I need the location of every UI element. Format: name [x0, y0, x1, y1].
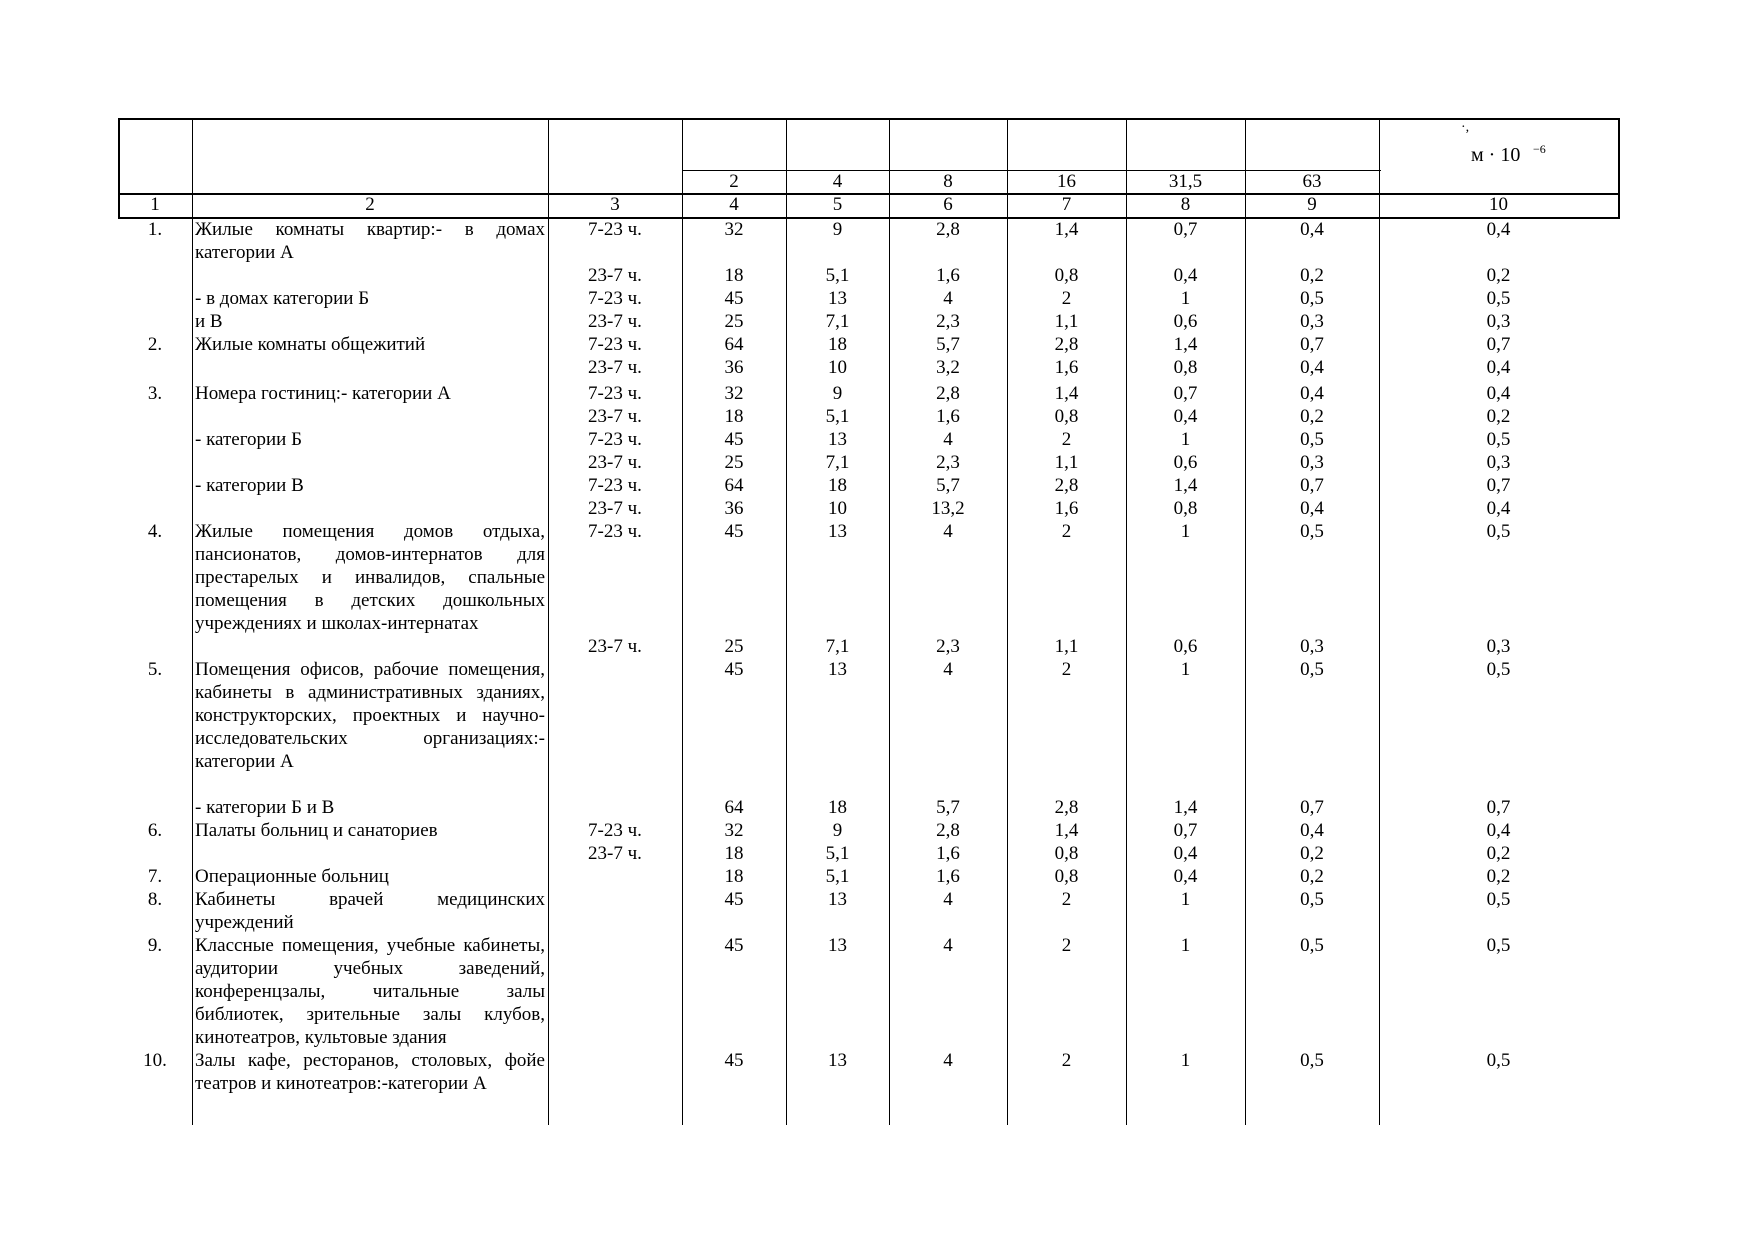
- unit-text: м · 10: [1471, 144, 1521, 166]
- time-period: 7-23 ч.: [588, 521, 642, 542]
- value-cell: 4: [943, 935, 953, 956]
- value-cell: 18: [828, 797, 847, 818]
- value-cell: 9: [832, 219, 843, 240]
- row-number: 1.: [147, 219, 163, 240]
- value-cell: 0,7: [1173, 219, 1198, 240]
- value-cell: 0,3: [1300, 636, 1324, 657]
- value-cell: 2,8: [936, 820, 960, 841]
- value-cell: 25: [724, 452, 744, 473]
- column-number: 9: [1307, 194, 1317, 215]
- room-type: Операционные больниц: [195, 866, 389, 887]
- value-cell: 0,5: [1486, 935, 1511, 956]
- value-cell: 18: [724, 265, 744, 286]
- value-cell: 64: [724, 475, 744, 496]
- value-cell: 0,5: [1300, 429, 1324, 450]
- time-period: 7-23 ч.: [588, 383, 642, 404]
- time-period: 23-7 ч.: [588, 406, 642, 427]
- room-type: и В: [195, 311, 223, 332]
- value-cell: 0,8: [1173, 357, 1198, 378]
- value-cell: 7,1: [825, 311, 850, 332]
- value-cell: 32: [724, 820, 744, 841]
- value-cell: 0,4: [1486, 498, 1511, 519]
- value-cell: 45: [724, 288, 744, 309]
- value-cell: 2: [1061, 429, 1072, 450]
- value-cell: 32: [724, 383, 744, 404]
- value-cell: 0,5: [1300, 889, 1324, 910]
- value-cell: 36: [724, 498, 744, 519]
- value-cell: 1,6: [1054, 357, 1079, 378]
- value-cell: 2: [1061, 935, 1072, 956]
- value-cell: 2,8: [1054, 475, 1079, 496]
- value-cell: 1,1: [1054, 636, 1079, 657]
- row-number: 6.: [147, 820, 163, 841]
- value-cell: 0,4: [1300, 498, 1324, 519]
- value-cell: 2: [1061, 1050, 1072, 1071]
- value-cell: 13,2: [931, 498, 965, 519]
- column-number: 4: [729, 194, 739, 215]
- value-cell: 0,2: [1300, 406, 1324, 427]
- value-cell: 13: [828, 935, 847, 956]
- time-period: 7-23 ч.: [588, 334, 642, 355]
- row-divider: [118, 118, 1620, 120]
- value-cell: 1,4: [1173, 334, 1198, 355]
- value-cell: 4: [943, 429, 953, 450]
- column-number: 10: [1489, 194, 1508, 215]
- value-cell: 2,3: [936, 311, 960, 332]
- room-type: Кабинеты врачей медицинских учреждений: [195, 889, 545, 933]
- row-number: 7.: [147, 866, 163, 887]
- value-cell: 0,4: [1173, 406, 1198, 427]
- value-cell: 25: [724, 311, 744, 332]
- value-cell: 36: [724, 357, 744, 378]
- frequency-header: 2: [729, 171, 739, 192]
- value-cell: 25: [724, 636, 744, 657]
- value-cell: 3,2: [936, 357, 960, 378]
- frequency-header: 8: [943, 171, 953, 192]
- value-cell: 4: [943, 521, 953, 542]
- value-cell: 2: [1061, 521, 1072, 542]
- value-cell: 0,3: [1300, 452, 1324, 473]
- column-number: 2: [365, 194, 375, 215]
- value-cell: 2,3: [936, 452, 960, 473]
- value-cell: 0,2: [1486, 866, 1511, 887]
- value-cell: 13: [828, 889, 847, 910]
- time-period: 23-7 ч.: [588, 498, 642, 519]
- value-cell: 0,2: [1486, 265, 1511, 286]
- vibration-norms-table: [118, 118, 1618, 1127]
- time-period: 7-23 ч.: [588, 219, 642, 240]
- value-cell: 5,7: [936, 475, 960, 496]
- value-cell: 10: [828, 357, 847, 378]
- column-number: 7: [1061, 194, 1072, 215]
- value-cell: 0,5: [1486, 659, 1511, 680]
- room-type: - категории Б: [195, 429, 303, 450]
- room-type: Жилые помещения домов отдыха, пансионатов, домов-интернатов для престарелых и инвалидов, спальные помещения в детских дошкольных учреждениях и школах-интернатах: [195, 521, 545, 634]
- row-number: 9.: [147, 935, 163, 956]
- time-period: 7-23 ч.: [588, 475, 642, 496]
- value-cell: 0,4: [1173, 265, 1198, 286]
- value-cell: 45: [724, 521, 744, 542]
- value-cell: 1,6: [936, 265, 960, 286]
- time-period: 7-23 ч.: [588, 429, 642, 450]
- value-cell: 0,7: [1173, 383, 1198, 404]
- value-cell: 9: [832, 383, 843, 404]
- value-cell: 2,3: [936, 636, 960, 657]
- value-cell: 1,4: [1054, 219, 1079, 240]
- value-cell: 45: [724, 889, 744, 910]
- column-number: 5: [832, 194, 843, 215]
- value-cell: 0,5: [1300, 1050, 1324, 1071]
- value-cell: 0,7: [1486, 797, 1511, 818]
- value-cell: 0,4: [1300, 820, 1324, 841]
- time-period: 23-7 ч.: [588, 843, 642, 864]
- value-cell: 1,1: [1054, 311, 1079, 332]
- value-cell: 13: [828, 521, 847, 542]
- value-cell: 0,6: [1173, 636, 1198, 657]
- row-number: 8.: [147, 889, 163, 910]
- column-number: 8: [1180, 194, 1191, 215]
- value-cell: 0,3: [1486, 311, 1511, 332]
- value-cell: 1,4: [1054, 820, 1079, 841]
- value-cell: 2,8: [936, 383, 960, 404]
- value-cell: 1,6: [936, 406, 960, 427]
- value-cell: 2: [1061, 659, 1072, 680]
- value-cell: 0,8: [1054, 406, 1079, 427]
- value-cell: 0,7: [1486, 475, 1511, 496]
- value-cell: 64: [724, 334, 744, 355]
- value-cell: 0,3: [1300, 311, 1324, 332]
- value-cell: 0,7: [1173, 820, 1198, 841]
- value-cell: 2,8: [1054, 797, 1079, 818]
- value-cell: 5,1: [825, 265, 850, 286]
- value-cell: 7,1: [825, 636, 850, 657]
- time-period: 7-23 ч.: [588, 820, 642, 841]
- value-cell: 0,4: [1486, 219, 1511, 240]
- value-cell: 0,8: [1054, 843, 1079, 864]
- value-cell: 5,1: [825, 843, 850, 864]
- value-cell: 0,2: [1300, 866, 1324, 887]
- value-cell: 18: [724, 866, 744, 887]
- column-number: 3: [610, 194, 620, 215]
- row-number: 10.: [143, 1050, 167, 1071]
- value-cell: 1: [1180, 935, 1191, 956]
- value-cell: 1: [1180, 521, 1191, 542]
- row-number: 4.: [147, 521, 163, 542]
- value-cell: 1,1: [1054, 452, 1079, 473]
- value-cell: 1,6: [1054, 498, 1079, 519]
- value-cell: 0,4: [1486, 820, 1511, 841]
- value-cell: 0,5: [1486, 889, 1511, 910]
- value-cell: 0,3: [1486, 636, 1511, 657]
- value-cell: 0,5: [1300, 659, 1324, 680]
- frequency-header: 31,5: [1168, 171, 1203, 192]
- value-cell: 2,8: [1054, 334, 1079, 355]
- value-cell: 1,4: [1173, 475, 1198, 496]
- value-cell: 10: [828, 498, 847, 519]
- room-type: - категории Б и В: [195, 797, 335, 818]
- value-cell: 1: [1180, 659, 1191, 680]
- value-cell: 0,4: [1300, 219, 1324, 240]
- value-cell: 5,7: [936, 334, 960, 355]
- value-cell: 18: [828, 334, 847, 355]
- value-cell: 1: [1180, 1050, 1191, 1071]
- value-cell: 0,8: [1054, 265, 1079, 286]
- value-cell: 2: [1061, 889, 1072, 910]
- value-cell: 1,6: [936, 866, 960, 887]
- value-cell: 0,4: [1173, 866, 1198, 887]
- value-cell: 0,2: [1300, 265, 1324, 286]
- value-cell: 18: [724, 406, 744, 427]
- column-divider: [192, 118, 193, 1125]
- value-cell: 0,2: [1486, 406, 1511, 427]
- time-period: 23-7 ч.: [588, 265, 642, 286]
- value-cell: 0,7: [1300, 797, 1324, 818]
- value-cell: 0,7: [1300, 334, 1324, 355]
- frequency-header: 16: [1057, 171, 1076, 192]
- value-cell: 45: [724, 1050, 744, 1071]
- room-type: Жилые комнаты общежитий: [195, 334, 426, 355]
- value-cell: 0,5: [1486, 288, 1511, 309]
- value-cell: 1: [1180, 889, 1191, 910]
- value-cell: 0,2: [1300, 843, 1324, 864]
- value-cell: 0,8: [1054, 866, 1079, 887]
- room-type: Жилые комнаты квартир:- в домах категории А: [195, 219, 545, 263]
- room-type: Классные помещения, учебные кабинеты, аудитории учебных заведений, конференцзалы, читальные залы библиотек, зрительные залы клубов, кинотеатров, культовые здания: [195, 935, 545, 1048]
- value-cell: 4: [943, 288, 953, 309]
- time-period: 23-7 ч.: [588, 636, 642, 657]
- value-cell: 32: [724, 219, 744, 240]
- value-cell: 0,4: [1173, 843, 1198, 864]
- value-cell: 1,4: [1173, 797, 1198, 818]
- row-number: 5.: [147, 659, 163, 680]
- value-cell: 18: [724, 843, 744, 864]
- value-cell: 18: [828, 475, 847, 496]
- room-type: - категории В: [195, 475, 304, 496]
- room-type: Залы кафе, ресторанов, столовых, фойе театров и кинотеатров:-категории А: [195, 1050, 545, 1094]
- value-cell: 4: [943, 659, 953, 680]
- value-cell: 0,8: [1173, 498, 1198, 519]
- value-cell: 4: [943, 1050, 953, 1071]
- value-cell: 0,5: [1486, 521, 1511, 542]
- value-cell: 5,1: [825, 406, 850, 427]
- value-cell: 45: [724, 659, 744, 680]
- value-cell: 45: [724, 429, 744, 450]
- value-cell: 0,4: [1486, 357, 1511, 378]
- value-cell: 0,5: [1300, 521, 1324, 542]
- column-number: 1: [150, 194, 160, 215]
- value-cell: 1,4: [1054, 383, 1079, 404]
- unit-exponent: −6: [1533, 142, 1546, 156]
- value-cell: 5,7: [936, 797, 960, 818]
- time-period: 23-7 ч.: [588, 452, 642, 473]
- value-cell: 0,6: [1173, 452, 1198, 473]
- value-cell: 0,2: [1486, 843, 1511, 864]
- row-number: 2.: [147, 334, 163, 355]
- value-cell: 13: [828, 1050, 847, 1071]
- column-number: 6: [943, 194, 953, 215]
- value-cell: 13: [828, 659, 847, 680]
- unit-prefix: ·,: [1461, 120, 1470, 135]
- value-cell: 0,5: [1300, 935, 1324, 956]
- value-cell: 1,6: [936, 843, 960, 864]
- room-type: Палаты больниц и санаториев: [195, 820, 438, 841]
- value-cell: 0,7: [1486, 334, 1511, 355]
- room-type: Помещения офисов, рабочие помещения, кабинеты в административных зданиях, конструкторских, проектных и научно-исследовательских организациях:-категории А: [195, 659, 545, 772]
- value-cell: 0,5: [1486, 1050, 1511, 1071]
- value-cell: 0,6: [1173, 311, 1198, 332]
- value-cell: 64: [724, 797, 744, 818]
- time-period: 23-7 ч.: [588, 357, 642, 378]
- value-cell: 0,7: [1300, 475, 1324, 496]
- value-cell: 1: [1180, 288, 1191, 309]
- value-cell: 13: [828, 288, 847, 309]
- row-number: 3.: [147, 383, 163, 404]
- time-period: 7-23 ч.: [588, 288, 642, 309]
- value-cell: 4: [943, 889, 953, 910]
- value-cell: 0,5: [1486, 429, 1511, 450]
- value-cell: 13: [828, 429, 847, 450]
- time-period: 23-7 ч.: [588, 311, 642, 332]
- room-type: - в домах категории Б: [195, 288, 370, 309]
- frequency-header: 63: [1302, 171, 1322, 192]
- value-cell: 1: [1180, 429, 1191, 450]
- value-cell: 0,5: [1300, 288, 1324, 309]
- value-cell: 0,4: [1300, 383, 1324, 404]
- frequency-header: 4: [832, 171, 843, 192]
- value-cell: 5,1: [825, 866, 850, 887]
- value-cell: 7,1: [825, 452, 850, 473]
- column-divider: [1618, 118, 1620, 219]
- value-cell: 2,8: [936, 219, 960, 240]
- value-cell: 0,4: [1300, 357, 1324, 378]
- value-cell: 9: [832, 820, 843, 841]
- room-type: Номера гостиниц:- категории А: [195, 383, 451, 404]
- value-cell: 45: [724, 935, 744, 956]
- value-cell: 2: [1061, 288, 1072, 309]
- value-cell: 0,4: [1486, 383, 1511, 404]
- value-cell: 0,3: [1486, 452, 1511, 473]
